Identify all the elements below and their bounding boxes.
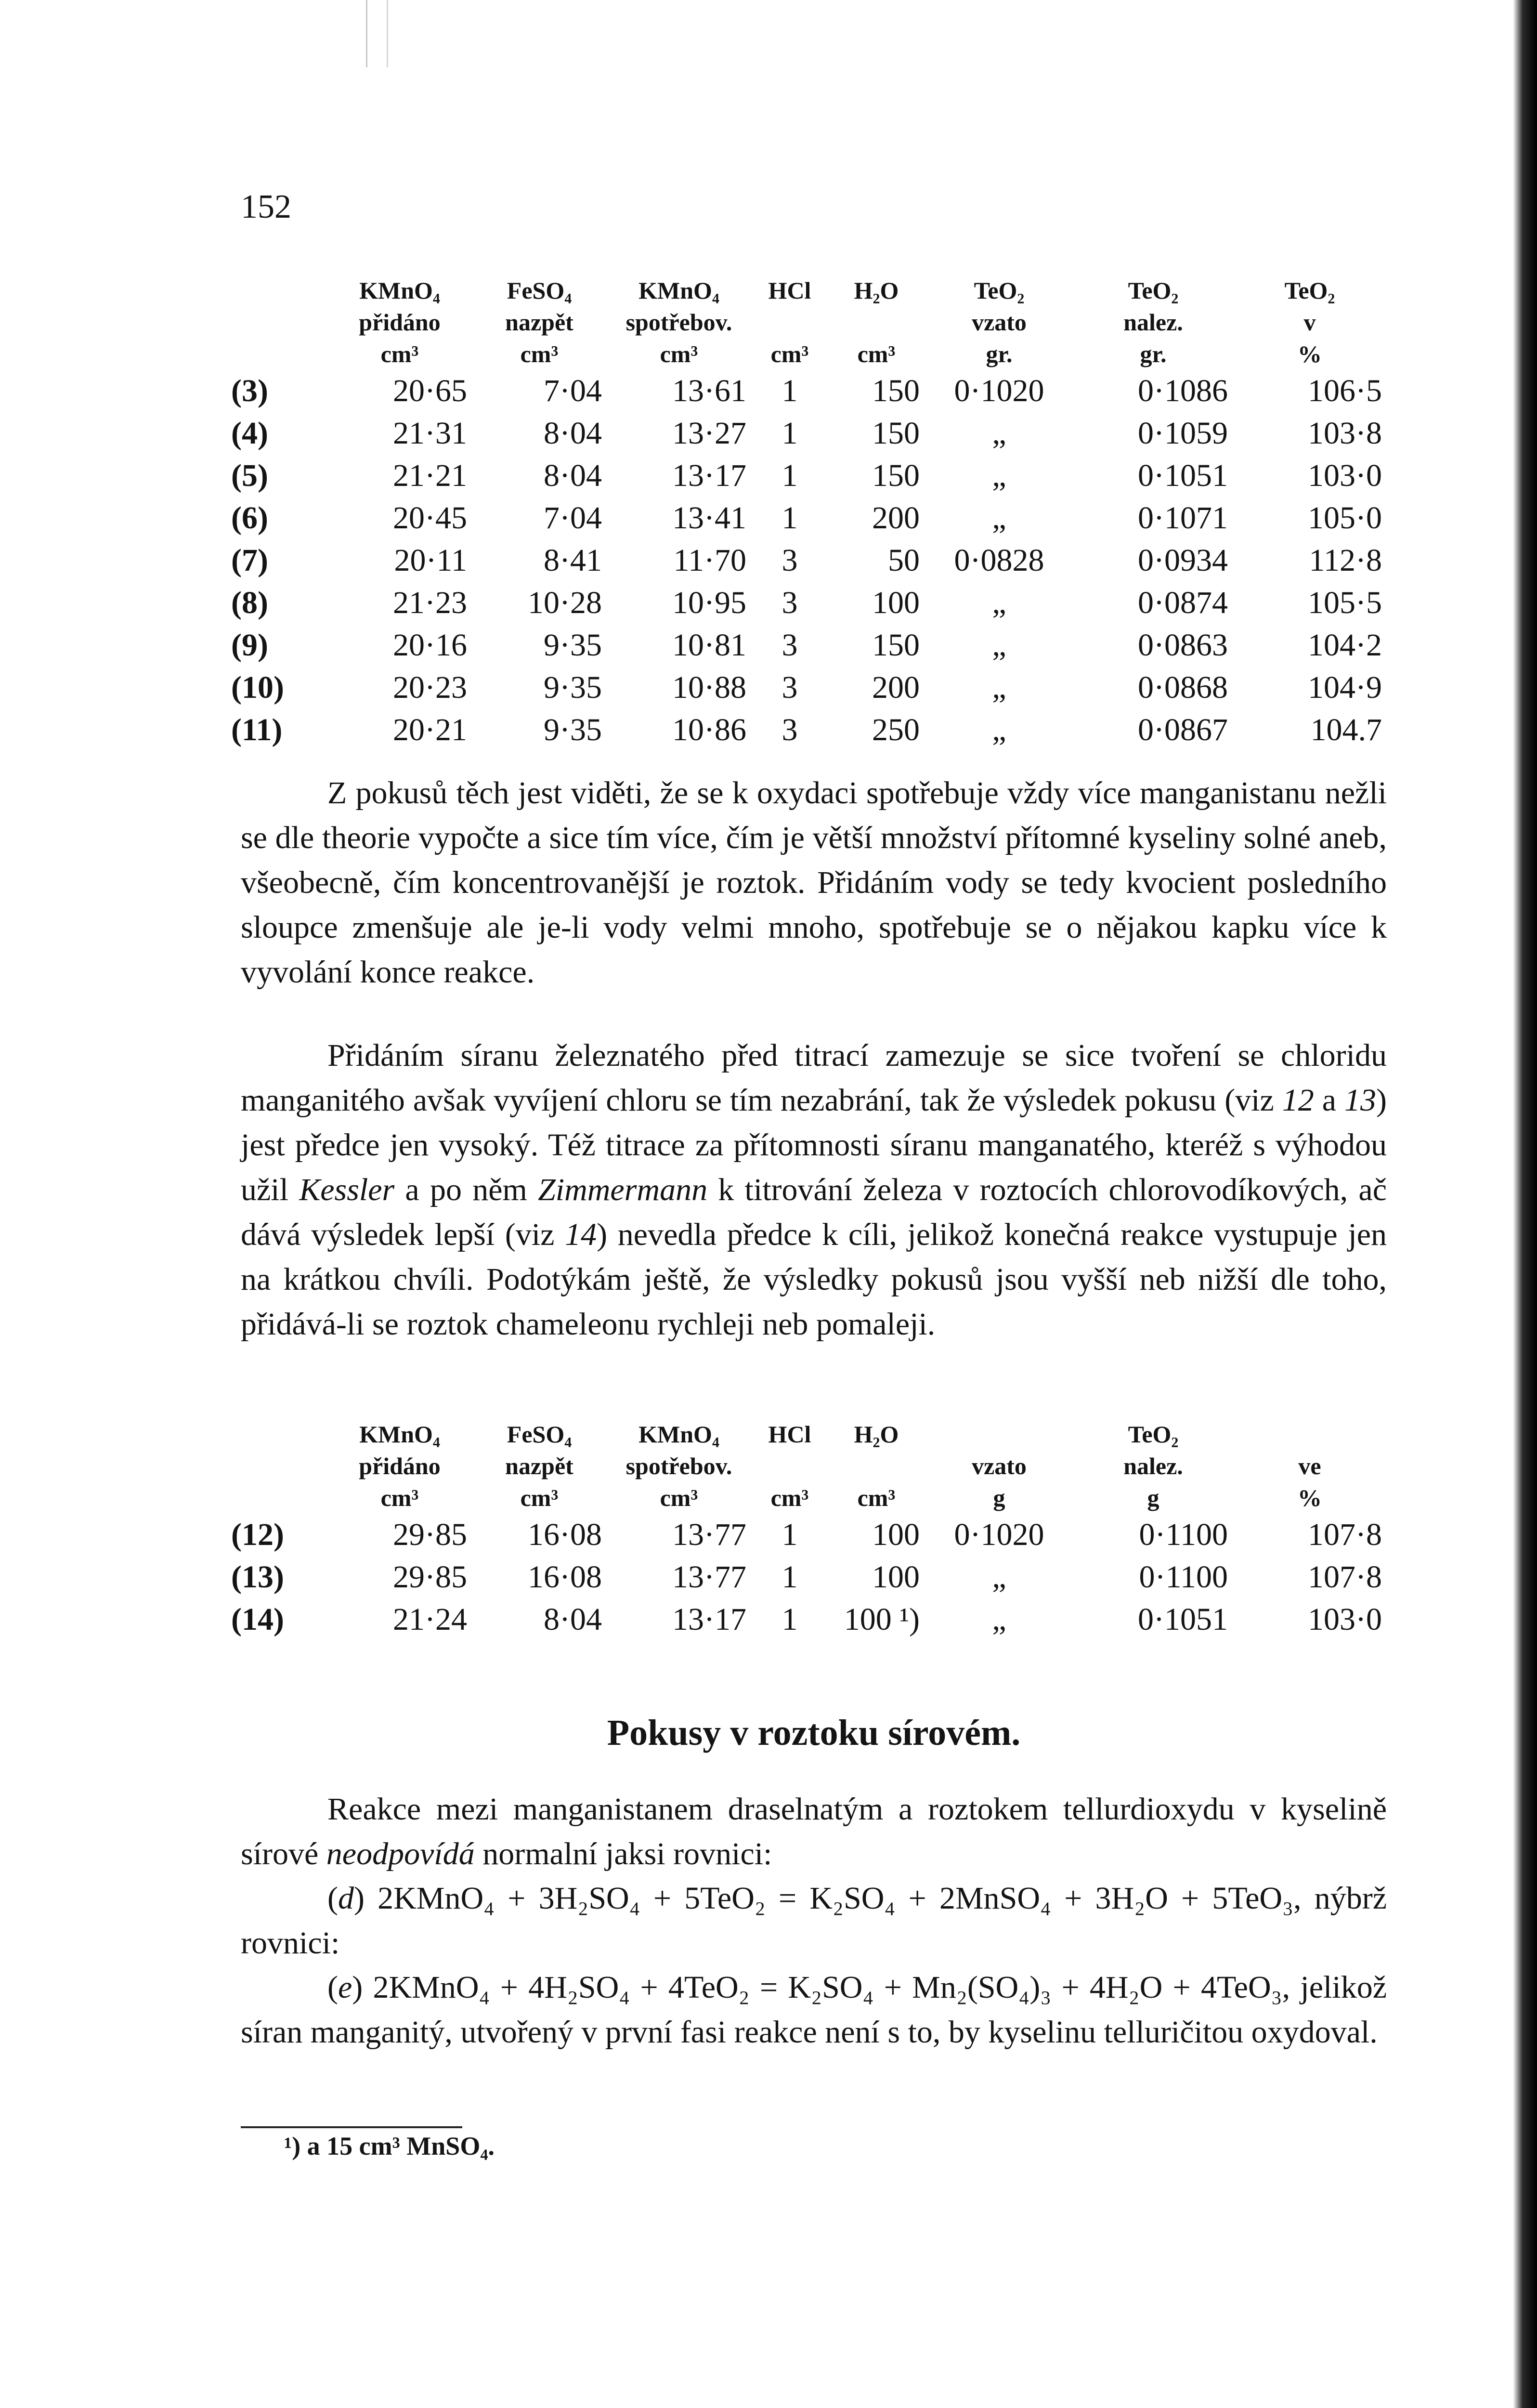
table-cell: 29·85 (393, 1517, 467, 1552)
table-cell: 10·95 (672, 585, 746, 620)
table-cell: „ (992, 628, 1006, 663)
table-cell: 105·5 (1308, 585, 1382, 620)
table-row (231, 497, 1387, 539)
column-header: cm³ (857, 340, 896, 367)
table-cell: 10·81 (672, 628, 746, 663)
table-row (231, 1514, 1387, 1556)
experiment-number: (12) (231, 1517, 284, 1552)
table-cell: 10·28 (528, 585, 602, 620)
column-header: přidáno (359, 1453, 441, 1479)
footnote-divider (241, 2126, 462, 2128)
table-cell: „ (992, 500, 1006, 536)
table-cell: 50 (888, 543, 920, 578)
equation-e: (e) 2KMnO₄ + 4H₂SO₄ + 4TeO₂ = K₂SO₄ + Mn₂(SO₄)₃ + 4H₂O + 4TeO₃, jelikož síran manganitý, utvořený v první fasi reakce není s to, by kyselinu telluričitou oxydoval. (241, 1970, 1387, 2050)
column-header: KMnO₄ (638, 1421, 719, 1448)
column-header: HCl (768, 277, 811, 304)
column-header (231, 338, 327, 370)
column-header: H₂O (854, 1421, 899, 1448)
column-header: přidáno (359, 309, 441, 336)
column-header: vzato (972, 309, 1027, 336)
table-row (231, 1556, 1387, 1598)
column-header (231, 306, 327, 338)
footnote: ¹) a 15 cm³ MnSO₄. (284, 2132, 495, 2160)
table-cell: 9·35 (544, 670, 602, 705)
column-header: FeSO₄ (507, 277, 572, 304)
table-cell: 1 (782, 1517, 798, 1552)
table-cell: 100 (872, 1517, 920, 1552)
table-row (231, 624, 1387, 667)
table-cell: 7·04 (544, 373, 602, 408)
table-cell: 0·1020 (954, 373, 1044, 408)
column-header (828, 306, 925, 338)
table-cell: 104·2 (1308, 628, 1382, 663)
table-cell: 103·0 (1308, 1602, 1382, 1637)
scan-edge-mark (366, 0, 388, 67)
column-header: cm³ (770, 340, 809, 367)
column-header: ve (1298, 1453, 1321, 1479)
table-cell: 13·77 (672, 1559, 746, 1595)
table-cell: 20·11 (394, 543, 467, 578)
experiment-number: (7) (231, 543, 268, 578)
table-cell: 10·88 (672, 670, 746, 705)
column-header: TeO₂ (1128, 277, 1179, 304)
table-row (231, 582, 1387, 624)
table-cell: 0·0874 (1138, 585, 1228, 620)
table-cell: 11·70 (673, 543, 746, 578)
table-cell: 0·1086 (1138, 373, 1228, 408)
column-header: cm³ (660, 1484, 698, 1511)
author-zimmermann: Zimmermann (538, 1172, 708, 1207)
table-cell: 103·8 (1308, 416, 1382, 451)
table-cell: 9·35 (544, 628, 602, 663)
table-cell: 0·1051 (1138, 1602, 1228, 1637)
table-cell: 13·61 (672, 373, 746, 408)
table-cell: 100 (872, 1559, 920, 1595)
ref-experiment-13: 13 (1344, 1083, 1377, 1118)
experiment-number: (11) (231, 712, 283, 747)
table-cell: 150 (872, 373, 920, 408)
table-cell: „ (992, 416, 1006, 451)
table-cell: 0·0867 (1138, 712, 1228, 747)
column-header: cm³ (857, 1484, 896, 1511)
column-header (751, 306, 828, 338)
table-cell: 3 (782, 543, 798, 578)
table-cell: 105·0 (1308, 500, 1382, 536)
table-cell: 150 (872, 628, 920, 663)
table-cell: 0·0934 (1138, 543, 1228, 578)
table-row (231, 455, 1387, 497)
table-cell: 8·41 (544, 543, 602, 578)
table-cell: 8·04 (544, 458, 602, 493)
column-header: nalez. (1123, 309, 1183, 336)
table-cell: 106·5 (1308, 373, 1382, 408)
column-header: gr. (1140, 340, 1167, 367)
table-cell: 100 ¹) (844, 1602, 920, 1637)
table-cell: 13·17 (672, 458, 746, 493)
table-cell: 20·65 (393, 373, 467, 408)
table-cell: 0·1051 (1138, 458, 1228, 493)
paragraph-ferrous-sulfate: Přidáním síranu železnatého před titrací zamezuje se sice tvoření se chloridu manganitého avšak vyvíjení chloru se tím nezabrání, tak že výsledek pokusu (viz 12 a 13) jest předce jen vysoký. Též titrace za přítomnosti síranu manganatého, kteréž s výhodou užil Kessler a po něm Zimmermann k titrování železa v roztocích chlorovodíkových, ač dává výsledek lepší (viz 14) nevedla předce k cíli, jelikož konečná reakce vystupuje jen na krátkou chvíli. Podotýkám ještě, že výsledky pokusů jsou vyšší neb nižší dle toho, přidává-li se roztok chameleonu rychleji neb pomaleji. (241, 1038, 1387, 1342)
table-cell: 100 (872, 585, 920, 620)
column-header: nazpět (505, 309, 573, 336)
experiment-number: (4) (231, 416, 268, 451)
experiment-number: (14) (231, 1602, 284, 1637)
table-cell: 3 (782, 585, 798, 620)
ref-experiment-14: 14 (565, 1217, 597, 1252)
results-table-ferrous (231, 1418, 1387, 1641)
table-cell: 13·27 (672, 416, 746, 451)
table-cell: 150 (872, 416, 920, 451)
table-cell: 10·86 (672, 712, 746, 747)
table-cell: 21·24 (393, 1602, 467, 1637)
table-cell: 7·04 (544, 500, 602, 536)
header-row (231, 1482, 1387, 1514)
table-cell: 20·45 (393, 500, 467, 536)
column-header: cm³ (380, 1484, 419, 1511)
table-cell: 104.7 (1310, 712, 1382, 747)
table-row (231, 539, 1387, 582)
column-header (231, 275, 327, 306)
column-header: cm³ (380, 340, 419, 367)
table-cell: 1 (782, 1559, 798, 1595)
column-header: KMnO₄ (359, 277, 440, 304)
column-header (751, 1450, 828, 1482)
column-header: spotřebov. (625, 1453, 732, 1479)
table-cell: 0·1059 (1138, 416, 1228, 451)
column-header: KMnO₄ (359, 1421, 440, 1448)
table-cell: 8·04 (544, 1602, 602, 1637)
table-cell: 150 (872, 458, 920, 493)
column-header: spotřebov. (625, 309, 732, 336)
table-cell: 9·35 (544, 712, 602, 747)
table-cell: 13·41 (672, 500, 746, 536)
table-cell: 112·8 (1309, 543, 1382, 578)
equation-d: (d) 2KMnO₄ + 3H₂SO₄ + 5TeO₂ = K₂SO₄ + 2MnSO₄ + 3H₂O + 5TeO₃, nýbrž rovnici: (241, 1881, 1387, 1961)
results-table-hcl (231, 275, 1387, 751)
column-header: vzato (972, 1453, 1027, 1479)
column-header (1233, 1418, 1387, 1450)
table-cell: 1 (782, 1602, 798, 1637)
table-cell: 3 (782, 712, 798, 747)
page-number: 152 (241, 188, 291, 225)
header-row (231, 1450, 1387, 1482)
paragraph-observation: Z pokusů těch jest viděti, že se k oxydaci spotřebuje vždy více manganistanu nežli se dle theorie vypočte a sice tím více, čím je větší množství přítomné kyseliny solné aneb, všeobecně, čím koncentrovanější je roztok. Přidáním vody se tedy kvocient posledního sloupce zmenšuje ale je-li vody velmi mnoho, spotřebuje se o nějakou kapku více k vyvolání konce reakce. (241, 775, 1387, 990)
table-cell: 0·0863 (1138, 628, 1228, 663)
table-cell: 200 (872, 500, 920, 536)
table-cell: „ (992, 712, 1006, 747)
table-cell: 0·1071 (1138, 500, 1228, 536)
column-header (828, 1450, 925, 1482)
column-header: TeO₂ (1284, 277, 1335, 304)
table-cell: 1 (782, 500, 798, 536)
column-header: FeSO₄ (507, 1421, 572, 1448)
ref-experiment-12: 12 (1282, 1083, 1314, 1118)
table-cell: 0·1100 (1139, 1517, 1228, 1552)
table-cell: 1 (782, 373, 798, 408)
experiment-number: (5) (231, 458, 268, 493)
scan-page-edge (1513, 0, 1537, 2408)
header-row (231, 275, 1387, 306)
table-cell: 13·17 (672, 1602, 746, 1637)
experiment-number: (13) (231, 1559, 284, 1595)
table-cell: 3 (782, 628, 798, 663)
table-cell: „ (992, 1602, 1006, 1637)
table-cell: 20·16 (393, 628, 467, 663)
table-cell: 21·23 (393, 585, 467, 620)
column-header: cm³ (770, 1484, 809, 1511)
experiment-number: (10) (231, 670, 284, 705)
author-kessler: Kessler (299, 1172, 395, 1207)
paragraph-sulfuric-reaction: Reakce mezi manganistanem draselnatým a roztokem tellurdioxydu v kyselině sírové neodpovídá normalní jaksi rovnici: (241, 1792, 1387, 1871)
table-cell: 16·08 (528, 1517, 602, 1552)
header-row (231, 1418, 1387, 1450)
table-cell: 103·0 (1308, 458, 1382, 493)
section-heading: Pokusy v roztoku sírovém. (607, 1713, 1021, 1753)
column-header (925, 1418, 1074, 1450)
table-row (231, 370, 1387, 412)
table-cell: 104·9 (1308, 670, 1382, 705)
table-cell: 29·85 (393, 1559, 467, 1595)
header-row (231, 306, 1387, 338)
column-header: H₂O (854, 277, 899, 304)
table-cell: 0·0828 (954, 543, 1044, 578)
column-header: KMnO₄ (638, 277, 719, 304)
table-cell: 0·1100 (1139, 1559, 1228, 1595)
table-cell: 20·21 (393, 712, 467, 747)
table-cell: 21·31 (393, 416, 467, 451)
table-cell: „ (992, 670, 1006, 705)
column-header: % (1298, 340, 1322, 367)
table-cell: „ (992, 1559, 1006, 1595)
table-cell: „ (992, 585, 1006, 620)
column-header: cm³ (520, 1484, 559, 1511)
table-cell: 20·23 (393, 670, 467, 705)
table-cell: „ (992, 458, 1006, 493)
column-header (231, 1482, 327, 1514)
table-cell: 13·77 (672, 1517, 746, 1552)
column-header: g (1147, 1484, 1159, 1511)
table-row (231, 1598, 1387, 1641)
table-cell: 16·08 (528, 1559, 602, 1595)
column-header: cm³ (520, 340, 559, 367)
table-cell: 0·1020 (954, 1517, 1044, 1552)
table-cell: 250 (872, 712, 920, 747)
table-cell: 3 (782, 670, 798, 705)
table-cell: 0·0868 (1138, 670, 1228, 705)
column-header: TeO₂ (1128, 1421, 1179, 1448)
experiment-number: (6) (231, 500, 268, 536)
column-header (231, 1450, 327, 1482)
column-header: cm³ (660, 340, 698, 367)
table-cell: 8·04 (544, 416, 602, 451)
experiment-number: (9) (231, 628, 268, 663)
column-header: nazpět (505, 1453, 573, 1479)
table-cell: 1 (782, 458, 798, 493)
table-cell: 107·8 (1308, 1559, 1382, 1595)
column-header: gr. (986, 340, 1013, 367)
column-header: TeO₂ (974, 277, 1025, 304)
header-row (231, 338, 1387, 370)
column-header: v (1303, 309, 1316, 336)
column-header: % (1298, 1484, 1322, 1511)
column-header: HCl (768, 1421, 811, 1448)
table-row (231, 709, 1387, 751)
column-header (231, 1418, 327, 1450)
table-row (231, 667, 1387, 709)
table-cell: 107·8 (1308, 1517, 1382, 1552)
table-cell: 200 (872, 670, 920, 705)
table-cell: 21·21 (393, 458, 467, 493)
table-row (231, 412, 1387, 455)
table-cell: 1 (782, 416, 798, 451)
column-header: nalez. (1123, 1453, 1183, 1479)
experiment-number: (8) (231, 585, 268, 620)
column-header: g (993, 1484, 1005, 1511)
experiment-number: (3) (231, 373, 268, 408)
